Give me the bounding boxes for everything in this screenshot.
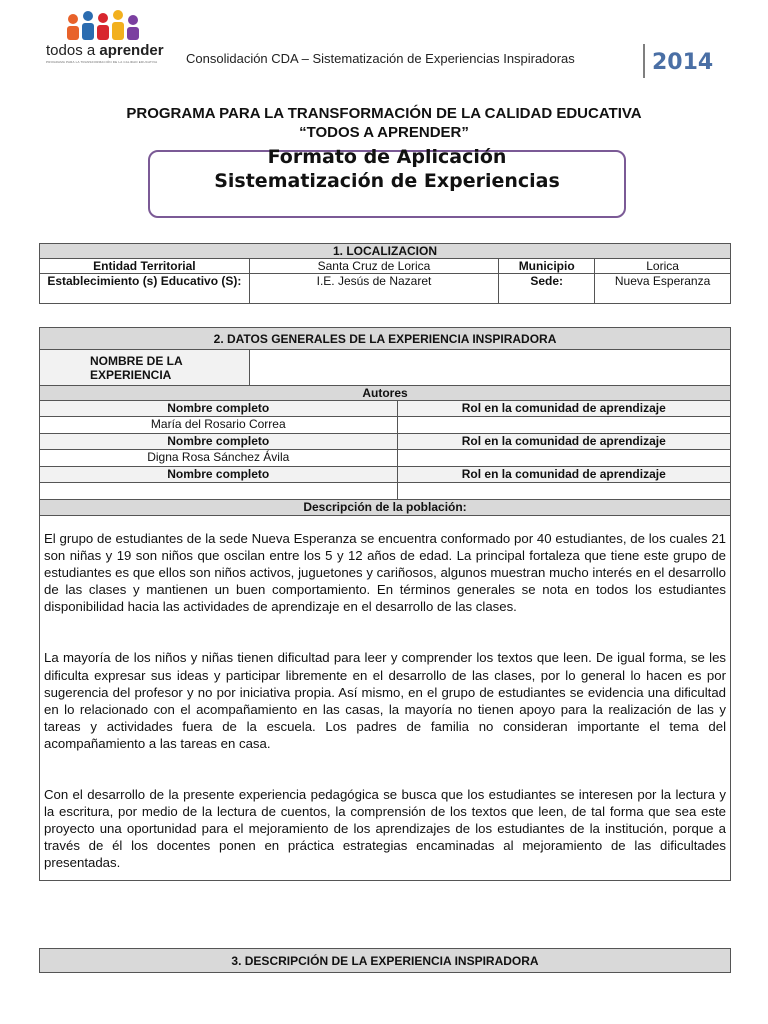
logo-text: todos a aprender xyxy=(46,42,164,59)
col-rol-header: Rol en la comunidad de aprendizaje xyxy=(397,467,730,483)
author-role xyxy=(397,483,730,500)
entidad-value: Santa Cruz de Lorica xyxy=(249,259,499,274)
program-title-line1: PROGRAMA PARA LA TRANSFORMACIÓN DE LA CALIDAD EDUCATIVA xyxy=(126,105,642,122)
sede-label: Sede: xyxy=(499,274,595,304)
description-paragraph: La mayoría de los niños y niñas tienen dificultad para leer y comprender los textos que leen. De igual forma, se les dificulta expresar sus ideas y participar libremente en el desarrollo de las clases, por lo general lo hacen es por sugerencia del profesor y no por iniciativa propia. Así mismo, en el grupo de estudiantes se evidencia una dificultad en lo relacionado con el acompañamiento en las casas, la mayoría no tienen apoyo para la realización de las y tareas y actividades fuera de la escuela. Los padres de familia no consideran importante el tema del acompañamiento a las tareas en casa. xyxy=(44,650,726,751)
sede-value: Nueva Esperanza xyxy=(595,274,731,304)
localizacion-table xyxy=(39,243,731,304)
col-nombre-header: Nombre completo xyxy=(40,467,398,483)
municipio-label: Municipio xyxy=(499,259,595,274)
datos-generales-header: 2. DATOS GENERALES DE LA EXPERIENCIA INSPIRADORA xyxy=(40,328,731,350)
format-title xyxy=(148,145,626,193)
establecimiento-label: Establecimiento (s) Educativo (S): xyxy=(40,274,250,304)
datos-generales-table xyxy=(39,327,731,881)
entidad-label: Entidad Territorial xyxy=(40,259,250,274)
nombre-experiencia-label: NOMBRE DE LA EXPERIENCIA xyxy=(40,350,250,386)
description-paragraph: El grupo de estudiantes de la sede Nueva Esperanza se encuentra conformado por 40 estudiantes, de los cuales 21 son niñas y 19 son niños que oscilan entre los 5 y 12 años de edad. La principal fortaleza que tiene este grupo de estudiantes es que ellos son niños activos, juguetones y cariñosos, algunos muestran mucho interés en el desarrollo de las clases y mantienen un buen comportamiento. En términos generales se nota en todos los estudiantes disponibilidad hacia las actividades de aprendizaje en el desarrollo de las clases. xyxy=(44,531,726,615)
autores-header: Autores xyxy=(40,386,731,401)
nombre-experiencia-value xyxy=(249,350,730,386)
header-year: 2014 xyxy=(652,50,714,75)
header-divider xyxy=(643,44,645,78)
logo-subtitle: PROGRAMA PARA LA TRANSFORMACIÓN DE LA CALIDAD EDUCATIVA xyxy=(46,60,158,64)
header-title: Consolidación CDA – Sistematización de Experiencias Inspiradoras xyxy=(186,51,575,66)
author-name: María del Rosario Correa xyxy=(40,417,398,434)
author-row xyxy=(40,483,731,500)
author-name xyxy=(40,483,398,500)
poblacion-header: Descripción de la población: xyxy=(40,500,731,516)
localizacion-header: 1. LOCALIZACION xyxy=(40,244,731,259)
descripcion-experiencia-table xyxy=(39,948,731,973)
col-rol-header: Rol en la comunidad de aprendizaje xyxy=(397,434,730,450)
col-rol-header: Rol en la comunidad de aprendizaje xyxy=(397,401,730,417)
format-title-line1: Formato de Aplicación xyxy=(267,146,507,168)
col-nombre-header: Nombre completo xyxy=(40,434,398,450)
poblacion-description xyxy=(40,516,731,881)
author-row xyxy=(40,417,731,434)
logo-figures-icon xyxy=(40,10,170,46)
format-title-line2: Sistematización de Experiencias xyxy=(214,170,560,192)
establecimiento-value: I.E. Jesús de Nazaret xyxy=(249,274,499,304)
author-role xyxy=(397,450,730,467)
program-title-line2: “TODOS A APRENDER” xyxy=(299,124,469,141)
program-title xyxy=(0,104,768,142)
author-row xyxy=(40,450,731,467)
description-paragraph: Con el desarrollo de la presente experiencia pedagógica se busca que los estudiantes se interesen por la lectura y la escritura, por medio de la lectura de cuentos, la comprensión de los textos que leen, de tal forma que sea este proyecto una oportunidad para el mejoramiento de los aprendizajes de los estudiantes de la institución, porque a través de él los docentes ponen en práctica estrategias encaminadas al mejoramiento de las dificultades presentadas. xyxy=(44,787,726,871)
author-role xyxy=(397,417,730,434)
descripcion-experiencia-header: 3. DESCRIPCIÓN DE LA EXPERIENCIA INSPIRADORA xyxy=(40,949,731,973)
col-nombre-header: Nombre completo xyxy=(40,401,398,417)
author-name: Digna Rosa Sánchez Ávila xyxy=(40,450,398,467)
municipio-value: Lorica xyxy=(595,259,731,274)
